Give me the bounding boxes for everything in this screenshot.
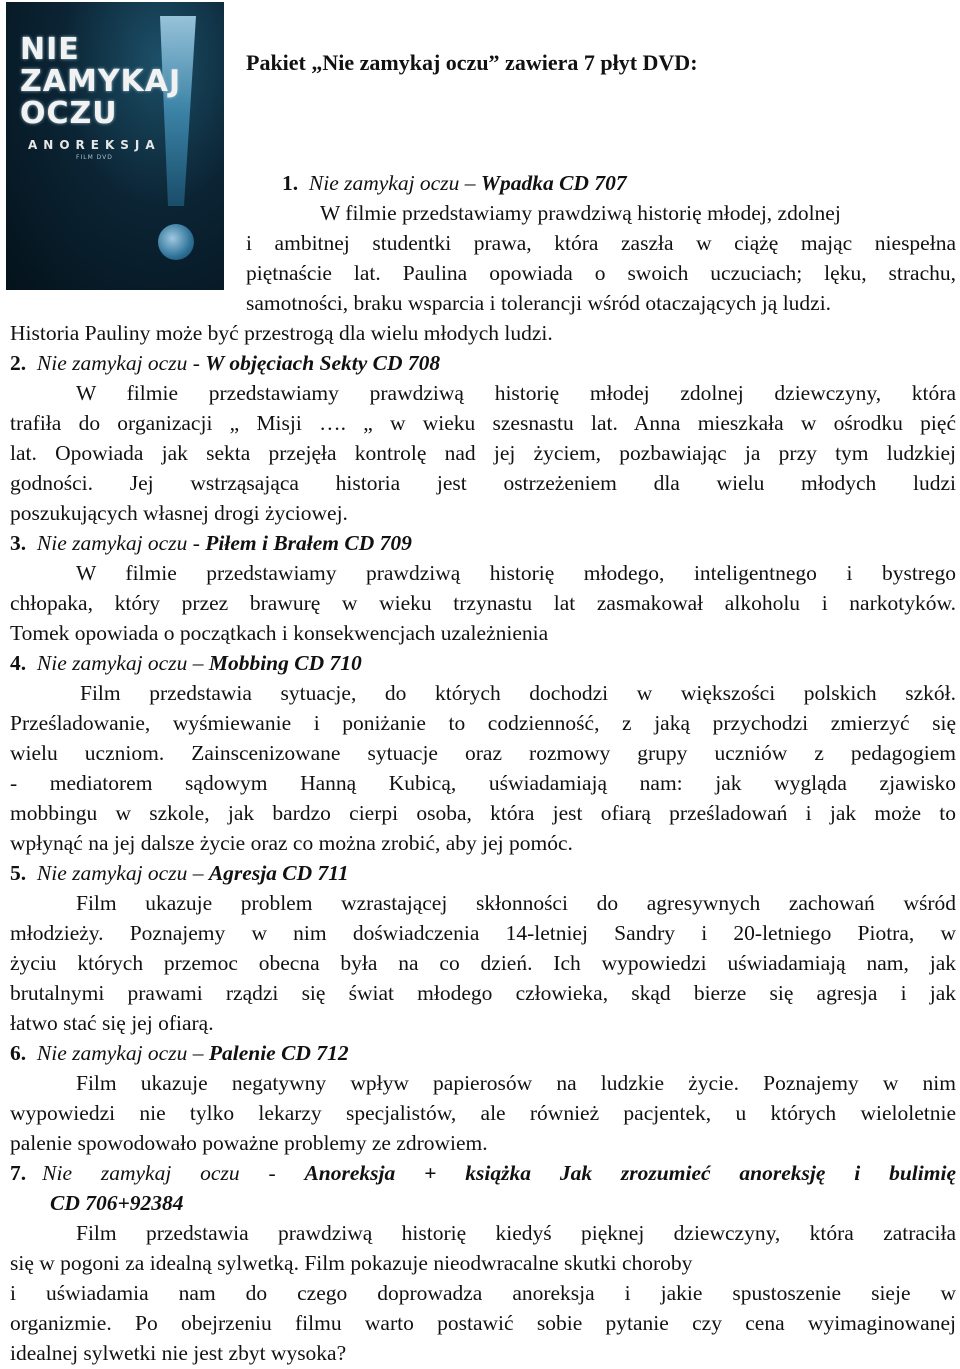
- cover-title-line-1: NIE: [20, 32, 80, 67]
- item-1-line-2: i ambitnej studentki prawa, która zaszła w ciążę mając niespełna: [246, 231, 956, 255]
- item-title: W objęciach Sekty CD 708: [205, 351, 441, 375]
- item-7-line-1: Film przedstawia prawdziwą historię kiedyś pięknej dziewczyny, która zatraciła: [76, 1221, 956, 1245]
- item-6-title-line: [10, 1038, 349, 1068]
- item-number: 6.: [10, 1041, 27, 1065]
- item-series: Nie zamykaj oczu -: [36, 531, 206, 555]
- item-6-line-3: palenie spowodowało poważne problemy ze zdrowiem.: [10, 1131, 488, 1155]
- cover-subtitle: ANOREKSJA: [28, 138, 161, 152]
- item-series: Nie zamykaj oczu –: [36, 1041, 209, 1065]
- item-2-line-4: godności. Jej wstrząsająca historia jest ostrzeżeniem dla wielu młodych ludzi: [10, 471, 956, 495]
- item-1-line-5: Historia Pauliny może być przestrogą dla wielu młodych ludzi.: [10, 321, 553, 345]
- item-2-line-1: W filmie przedstawiamy prawdziwą historię młodej zdolnej dziewczyny, która: [76, 381, 956, 405]
- item-4-line-4: - mediatorem sądowym Hanną Kubicą, uświadamiają nam: jak wygląda zjawisko: [10, 771, 956, 795]
- item-7-title-line-2: CD 706+92384: [50, 1191, 184, 1215]
- item-2-line-3: lat. Opowiada jak sekta przejęła kontrolę nad jej życiem, pozbawiając ja przy tym ludzkiej: [10, 441, 956, 465]
- item-number: 2.: [10, 351, 27, 375]
- item-5-line-5: łatwo stać się jej ofiarą.: [10, 1011, 214, 1035]
- item-4-line-2: Prześladowanie, wyśmiewanie i poniżanie to codzienność, z jaką przychodzi zmierzyć się: [10, 711, 956, 735]
- item-5-line-4: brutalnymi prawami rządzi się świat młodego człowieka, skąd bierze się agresja i jak: [10, 981, 956, 1005]
- item-title: Wpadka CD 707: [480, 171, 627, 195]
- item-7-line-4: organizmie. Po obejrzeniu filmu warto postawić sobie pytanie czy cena wyimaginowanej: [10, 1311, 956, 1335]
- item-number: 7.: [10, 1161, 27, 1185]
- item-3-line-3: Tomek opowiada o początkach i konsekwencjach uzależnienia: [10, 621, 549, 645]
- item-7-line-3: i uświadamia nam do czego doprowadza anoreksja i jakie spustoszenie sieje w: [10, 1281, 956, 1305]
- item-5-line-2: młodzieży. Poznajemy w nim doświadczenia 14-letniej Sandry i 20-letniego Piotra, w: [10, 921, 956, 945]
- cover-small-text: FILM DVD: [76, 154, 113, 161]
- item-series: Nie zamykaj oczu -: [42, 1161, 305, 1185]
- cover-title-line-3: OCZU: [20, 96, 118, 131]
- item-1-title-line: [282, 168, 627, 198]
- exclamation-dot-graphic: [158, 224, 194, 260]
- item-1-line-4: samotności, braku wsparcia i tolerancji wśród otaczających ją ludzi.: [246, 291, 832, 315]
- exclamation-bar-graphic: [156, 16, 196, 206]
- item-title: Mobbing CD 710: [208, 651, 362, 675]
- item-5-line-3: życiu których przemoc obecna była na co dzień. Ich wypowiedzi uświadamiają nam, jak: [10, 951, 956, 975]
- item-3-line-1: W filmie przedstawiamy prawdziwą historię młodego, inteligentnego i bystrego: [76, 561, 956, 585]
- item-3-line-2: chłopaka, który przez brawurę w wieku trzynastu lat zasmakował alkoholu i narkotyków.: [10, 591, 956, 615]
- item-5-title-line: [10, 858, 349, 888]
- item-title: Palenie CD 712: [208, 1041, 349, 1065]
- item-series: Nie zamykaj oczu –: [36, 651, 209, 675]
- item-1-line-1: W filmie przedstawiamy prawdziwą historię młodej, zdolnej: [320, 201, 841, 225]
- item-title: Anoreksja + książka Jak zrozumieć anoreksję i bulimię: [304, 1161, 956, 1185]
- item-6-line-1: Film ukazuje negatywny wpływ papierosów na ludzkie życie. Poznajemy w nim: [76, 1071, 956, 1095]
- item-7-title-line: [10, 1158, 956, 1188]
- item-2-line-2: trafiła do organizacji „ Misji …. „ w wieku szesnastu lat. Anna mieszkała w ośrodku pięć: [10, 411, 956, 435]
- page-heading: Pakiet „Nie zamykaj oczu” zawiera 7 płyt DVD:: [246, 50, 698, 75]
- item-1-line-3: piętnaście lat. Paulina opowiada o swoich uczuciach; lęku, strachu,: [246, 261, 956, 285]
- item-series: Nie zamykaj oczu –: [36, 861, 209, 885]
- item-number: 5.: [10, 861, 27, 885]
- item-title: Piłem i Brałem CD 709: [205, 531, 412, 555]
- item-5-line-1: Film ukazuje problem wzrastającej skłonności do agresywnych zachowań wśród: [76, 891, 956, 915]
- item-series: Nie zamykaj oczu –: [308, 171, 481, 195]
- item-3-title-line: [10, 528, 412, 558]
- item-7-title-wrap: [42, 1158, 956, 1188]
- item-number: 4.: [10, 651, 27, 675]
- item-2-title-line: [10, 348, 440, 378]
- item-title: Agresja CD 711: [208, 861, 349, 885]
- item-4-line-3: wielu uczniom. Zainscenizowane sytuacje oraz rozmowy grupy uczniów z pedagogiem: [10, 741, 956, 765]
- item-7-line-2: się w pogoni za idealną sylwetką. Film pokazuje nieodwracalne skutki choroby: [10, 1251, 693, 1275]
- item-4-title-line: [10, 648, 362, 678]
- item-4-line-6: wpłynąć na jej dalsze życie oraz co można zrobić, aby jej pomóc.: [10, 831, 573, 855]
- item-number: 1.: [282, 171, 299, 195]
- item-series: Nie zamykaj oczu -: [36, 351, 206, 375]
- item-4-line-5: mobbingu w szkole, jak bardzo cierpi osoba, która jest ofiarą prześladowań i jak może to: [10, 801, 956, 825]
- cover-title-line-2: ZAMYKAJ: [20, 64, 182, 99]
- item-4-line-1: Film przedstawia sytuacje, do których dochodzi w większości polskich szkół.: [80, 681, 956, 705]
- item-6-line-2: wypowiedzi nie tylko lekarzy specjalistów, ale również pacjentek, u których wieloletnie: [10, 1101, 956, 1125]
- item-7-line-5: idealnej sylwetki nie jest zbyt wysoka?: [10, 1341, 347, 1365]
- item-number: 3.: [10, 531, 27, 555]
- dvd-cover-image: [6, 2, 224, 290]
- item-2-line-5: poszukujących własnej drogi życiowej.: [10, 501, 348, 525]
